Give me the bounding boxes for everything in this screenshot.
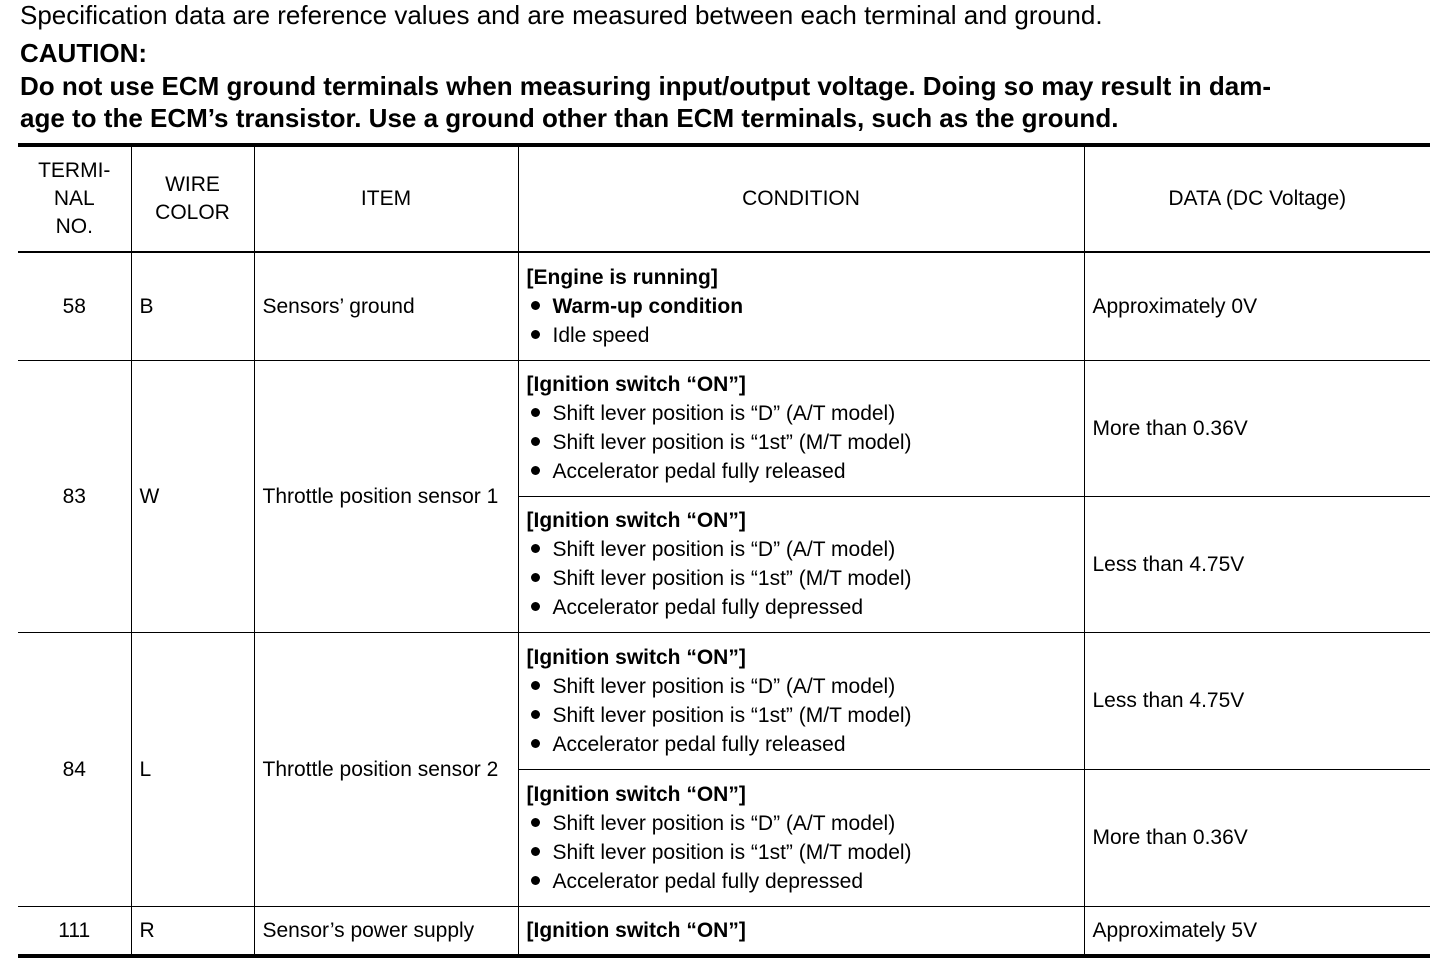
item-name: Throttle position sensor 2 <box>254 632 518 906</box>
condition-bullet: Warm-up condition <box>527 292 1076 321</box>
wire-color: L <box>131 632 254 906</box>
header-text: COLOR <box>155 201 230 224</box>
caution-line: age to the ECM’s transistor. Use a ground other than ECM terminals, such as the ground. <box>20 103 1119 133</box>
condition-heading: [Engine is running] <box>526 265 718 289</box>
header-text: TERMI- <box>38 159 111 182</box>
header-item: ITEM <box>254 145 518 252</box>
condition-bullet: Accelerator pedal fully released <box>527 457 1076 486</box>
header-condition: CONDITION <box>518 145 1084 252</box>
caution-title: CAUTION: <box>20 38 148 68</box>
condition-bullet: Shift lever position is “D” (A/T model) <box>527 535 1076 564</box>
table-row <box>18 360 1430 496</box>
wire-color: W <box>131 360 254 632</box>
condition-bullet: Shift lever position is “1st” (M/T model) <box>527 838 1076 867</box>
item-name: Throttle position sensor 1 <box>254 360 518 632</box>
condition-heading: [Ignition switch “ON”] <box>526 509 746 532</box>
condition-bullet: Accelerator pedal fully depressed <box>527 867 1076 896</box>
table-row <box>18 252 1430 360</box>
table-header-row <box>18 145 1430 252</box>
wire-color: B <box>131 252 254 360</box>
item-name: Sensor’s power supply <box>254 906 518 956</box>
condition-cell <box>518 360 1084 496</box>
condition-bullet: Shift lever position is “D” (A/T model) <box>527 672 1076 701</box>
data-value: More than 0.36V <box>1084 769 1430 906</box>
data-value: Approximately 5V <box>1084 906 1430 956</box>
condition-cell <box>518 769 1084 906</box>
condition-heading: [Ignition switch “ON”] <box>526 782 746 806</box>
intro-text: Specification data are reference values and are measured between each terminal and ground. <box>20 0 1103 30</box>
condition-bullet: Accelerator pedal fully depressed <box>527 593 1076 622</box>
condition-cell <box>518 906 1084 956</box>
condition-cell <box>518 496 1084 632</box>
condition-bullet: Shift lever position is “1st” (M/T model) <box>527 428 1076 457</box>
data-value: Less than 4.75V <box>1084 632 1430 769</box>
terminal-number: 58 <box>18 252 131 360</box>
condition-bullet: Shift lever position is “D” (A/T model) <box>527 809 1076 838</box>
header-text: WIRE <box>165 173 220 196</box>
header-terminal-no <box>18 145 131 252</box>
condition-bullet: Shift lever position is “D” (A/T model) <box>527 399 1076 428</box>
terminal-number: 111 <box>18 906 131 956</box>
data-value: Approximately 0V <box>1084 252 1430 360</box>
item-name: Sensors’ ground <box>254 252 518 360</box>
condition-bullet: Accelerator pedal fully released <box>527 730 1076 759</box>
condition-bullet: Shift lever position is “1st” (M/T model) <box>527 701 1076 730</box>
condition-heading: [Ignition switch “ON”] <box>526 645 746 669</box>
terminal-number: 83 <box>18 360 131 632</box>
header-wire-color <box>131 145 254 252</box>
header-text: NAL <box>53 187 95 210</box>
header-text: NO. <box>55 215 93 238</box>
terminal-spec-table <box>18 143 1430 958</box>
header-data: DATA (DC Voltage) <box>1084 145 1430 252</box>
condition-bullet: Shift lever position is “1st” (M/T model) <box>527 564 1076 593</box>
condition-heading: [Ignition switch “ON”] <box>526 918 746 942</box>
condition-cell <box>518 632 1084 769</box>
data-value: Less than 4.75V <box>1084 496 1430 632</box>
wire-color: R <box>131 906 254 956</box>
table-row <box>18 632 1430 769</box>
condition-cell <box>518 252 1084 360</box>
terminal-number: 84 <box>18 632 131 906</box>
caution-line: Do not use ECM ground terminals when measuring input/output voltage. Doing so may result in dam- <box>20 71 1271 101</box>
table-row <box>18 906 1430 956</box>
condition-heading: [Ignition switch “ON”] <box>526 373 746 396</box>
condition-bullet: Idle speed <box>527 321 1076 350</box>
caution-text <box>20 70 1430 134</box>
data-value: More than 0.36V <box>1084 360 1430 496</box>
